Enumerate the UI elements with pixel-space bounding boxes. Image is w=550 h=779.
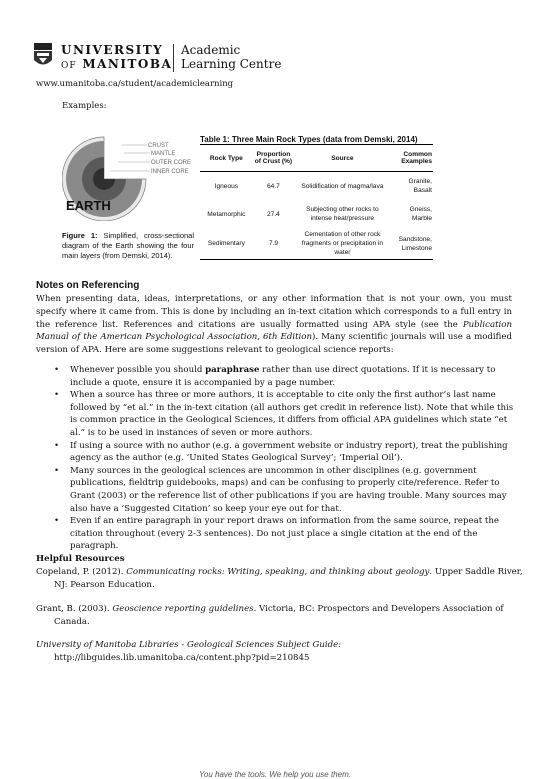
table-title: Table 1: Three Main Rock Types (data from Demski, 2014) xyxy=(200,135,418,144)
list-item: • Many sources in the geological sciences are uncommon in other disciplines (e.g. government publications, fieldtrip guidebooks, maps) and can be confusing to properly cite/reference. Refer to Grant (2003) or the reference list of other publications if you are having trouble. Many sources may also have a ‘Suggested Citation’ so keep your eye out for that. xyxy=(54,465,507,514)
label-crust: CRUST xyxy=(148,143,169,149)
table-cell: 64.7 xyxy=(267,182,280,190)
university-name: UNIVERSITY OF MANITOBA xyxy=(61,43,173,71)
list-item: • Even if an entire paragraph in your report draws on information from the same source, repeat the citation throughout (every 2-3 sentences). Do not just place a single citation at the end of the paragraph. xyxy=(54,516,499,552)
figure-title: EARTH xyxy=(66,198,111,213)
table-cell: Metamorphic xyxy=(207,210,246,218)
centre-name: Academic Learning Centre xyxy=(181,43,282,71)
examples-label: Examples: xyxy=(62,101,107,111)
table-cell: Gneiss, Marble xyxy=(409,206,432,222)
table-row xyxy=(200,228,433,260)
list-item: • Whenever possible you should paraphrase rather than use direct quotations. If it is necessary to include a quote, ensure it is accompanied by a page number. xyxy=(54,365,496,388)
resources-heading: Helpful Resources xyxy=(36,554,125,564)
col-source: Source xyxy=(294,145,391,172)
table-cell: Granite, Basalt xyxy=(408,178,432,194)
notes-bullet-list xyxy=(54,364,514,553)
reference-libguide: University of Manitoba Libraries - Geological Sciences Subject Guide: http://libguides.lib.umanitoba.ca/content.php?pid=210845 xyxy=(36,640,342,663)
col-rock-type: Rock Type xyxy=(200,145,253,172)
university-crest-icon xyxy=(33,42,53,70)
inner-core-layer xyxy=(93,168,115,190)
table-cell: 27.4 xyxy=(267,210,280,218)
col-proportion: Proportion of Crust (%) xyxy=(253,145,294,172)
table-row xyxy=(200,200,433,228)
notes-heading: Notes on Referencing xyxy=(36,280,140,291)
table-cell: Subjecting other rocks to intense heat/pressure xyxy=(306,206,379,222)
figure-caption: Figure 1: Simplified, cross-sectional diagram of the Earth showing the four main layers (from Demski, 2014). xyxy=(62,231,195,260)
notes-paragraph: When presenting data, ideas, interpretations, or any other information that is not your own, you must specify where it came from. This is done by including an in-text citation which corresponds to a full entry in the reference list. References and citations are usually formatted using APA style (see the Publication Manual of the American Psychological Association, 6th Edition). Many scientific journals will use a modified version of APA. Here are some suggestions relevant to geological science reports: xyxy=(36,294,512,356)
earth-diagram xyxy=(62,131,192,221)
header-url[interactable]: www.umanitoba.ca/student/academiclearning xyxy=(36,79,234,89)
table-cell: Sandstone, Limestone xyxy=(391,228,433,260)
rock-types-table xyxy=(200,144,433,260)
table-row xyxy=(200,172,433,201)
table-cell: Solidification of magma/lava xyxy=(301,182,384,190)
label-inner-core: INNER CORE xyxy=(151,169,189,175)
col-examples: Common Examples xyxy=(391,145,433,172)
table-header-row xyxy=(200,145,433,172)
table-cell: 7.9 xyxy=(253,228,294,260)
list-item: • When a source has three or more authors, it is acceptable to cite only the first author’s last name followed by “et al.” in the in-text citation (all authors get credit in reference list). Note that while this is common practice in the Geological Sciences, it differs from official APA guidelines which state “et al.” is to be used in instances of seven or more authors. xyxy=(54,390,514,438)
label-mantle: MANTLE xyxy=(151,151,176,157)
table-cell: Cementation of other rock fragments or precipitation in water xyxy=(294,228,391,260)
reference-grant: Grant, B. (2003). Geoscience reporting guidelines. Victoria, BC: Prospectors and Developers Association of Canada. xyxy=(36,604,504,627)
table-cell: Igneous xyxy=(214,182,239,190)
table-cell: Sedimentary xyxy=(200,228,253,260)
page-footer: You have the tools. We help you use them. xyxy=(199,770,351,779)
libguide-link[interactable]: http://libguides.lib.umanitoba.ca/content.php?pid=210845 xyxy=(54,652,310,663)
reference-copeland: Copeland, P. (2012). Communicating rocks: Writing, speaking, and thinking about geology. Upper Saddle River, NJ: Pearson Education. xyxy=(36,567,523,590)
label-outer-core: OUTER CORE xyxy=(151,160,192,166)
list-item: • If using a source with no author (e.g. a government website or industry report), treat the publishing agency as the author (e.g. ‘United States Geological Survey’; ‘Imperial Oil’). xyxy=(54,440,508,464)
header-divider xyxy=(173,44,174,72)
